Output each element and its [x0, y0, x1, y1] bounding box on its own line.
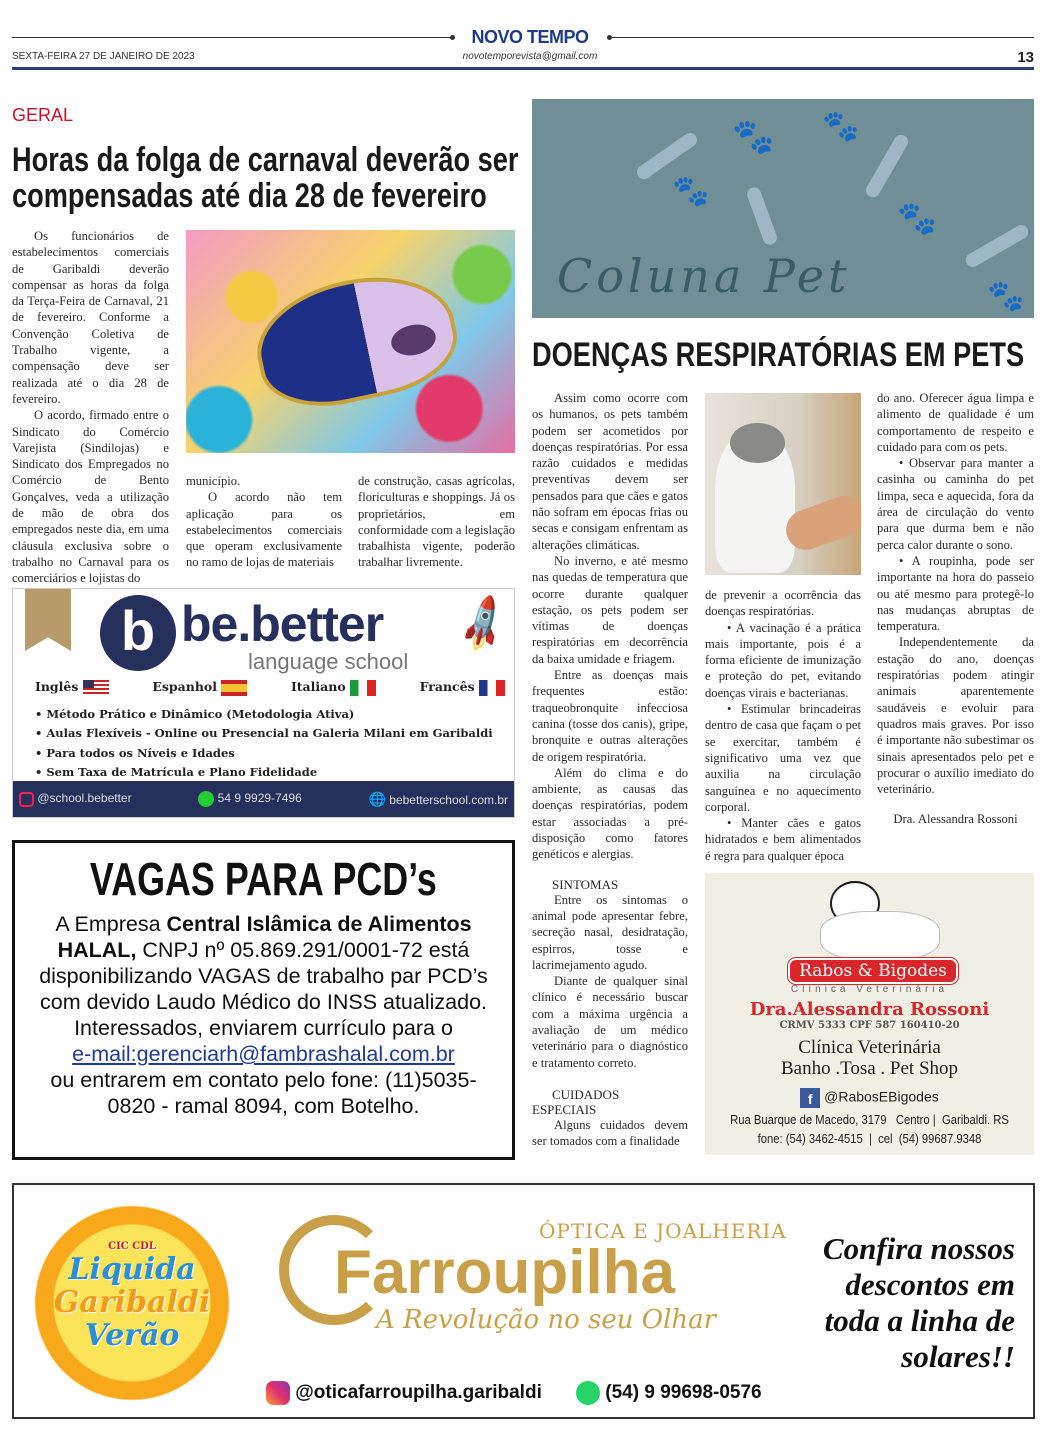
bone-icon [745, 185, 779, 246]
rabos-tag: Clínica Veterinária [790, 984, 949, 995]
language-french: Francês [420, 679, 505, 696]
paper-name: NOVO TEMPO [471, 27, 589, 47]
banner-title: Coluna Pet [557, 249, 851, 303]
job-ad-body: A Empresa Central Islâmica de Alimentos HALAL, CNPJ nº 05.869.291/0001-72 está disponibilizando VAGAS de trabalho par PCD’s com devido Laudo Médico do INSS atualizado. Interessados, enviarem currículo para o e-mail:gerenciarh@fambrashalal.com.br ou entrarem em contato pelo fone: (11)5035-0820 - ramal 8094, com Botelho. [39, 912, 488, 1118]
farroupilha-ad[interactable] [12, 1183, 1035, 1419]
liquida-garibaldi-logo: CIC CDL Liquida Garibaldi Verão [32, 1203, 232, 1403]
spain-flag-icon [221, 680, 247, 696]
rabos-brand: Rabos & Bigodes [788, 958, 958, 984]
whatsapp-link[interactable]: (54) 9 99698-0576 [576, 1381, 762, 1405]
article-headline: Horas da folga de carnaval deverão ser compensadas até dia 28 de fevereiro [12, 141, 519, 215]
whatsapp-link[interactable]: 54 9 9929-7496 [198, 791, 301, 807]
feature-item: • Sem Taxa de Matrícula e Plano Fidelidade [35, 764, 318, 779]
website-link[interactable]: 🌐 bebetterschool.com.br [368, 790, 508, 807]
article-column-1: Os funcionários de estabelecimentos comerciais de Garibaldi deverão compensar as horas da folga da Terça-Feira de Carnaval, 21 de fevereiro. Conforme a Convenção Coletiva de Trabalho vigente, a compensação deve ser realizada até o dia 28 de fevereiro. O acordo, firmado entre o Sindicato do Comércio Varejista (Sindilojas) e Sindicato dos Empregados no Comércio de Bento Gonçalves, veda a utilização de mão de obra dos empregados neste dia, em uma cláusula exclusiva sobre o trabalho no Carnaval para os comerciários e lojistas do [12, 229, 169, 586]
subhead-cuidados: CUIDADOS ESPECIAIS [532, 1086, 620, 1117]
job-ad-title: VAGAS PARA PCD’s [90, 853, 437, 905]
farroupilha-slogan: A Revolução no seu Olhar [376, 1305, 717, 1335]
cat-vet-photo [705, 393, 861, 575]
pet-headline: DOENÇAS RESPIRATÓRIAS EM PETS [532, 336, 1025, 374]
instagram-icon [266, 1381, 290, 1405]
feature-item: • Aulas Flexíveis - Online ou Presencial na Galeria Milani em Garibaldi [35, 726, 493, 741]
paw-icon: 🐾 [897, 200, 937, 236]
paw-icon: 🐾 [672, 175, 710, 208]
promo-text: Confira nossos descontos em toda a linha de solares!! [822, 1231, 1015, 1374]
ribbon-icon [25, 589, 71, 651]
address: Rua Buarque de Macedo, 3179 Centro | Garibaldi. RS [730, 1113, 1009, 1127]
rocket-icon: 🚀 [450, 592, 517, 658]
service-line: Banho .Tosa . Pet Shop [780, 1058, 959, 1079]
service-line: Clínica Veterinária [798, 1037, 941, 1058]
optica-kicker: ÓPTICA E JOALHERIA [539, 1219, 787, 1243]
facebook-link[interactable]: f @RabosEBigodes [705, 1088, 1034, 1108]
bebetter-ad[interactable] [12, 588, 515, 818]
article-column-3: de construção, casas agrícolas, floriculturas e shoppings. Já os proprietários, em conformidade com a legislação trabalhista vigente, poderão trabalhar livremente. [358, 474, 516, 570]
feature-item: • Para todos os Níveis e Idades [35, 745, 235, 760]
france-flag-icon [479, 680, 505, 696]
bone-icon [963, 222, 1031, 269]
whatsapp-icon [198, 791, 214, 807]
language-italian: Italiano [291, 679, 376, 696]
doctor-registration: CRMV 5333 CPF 587 160410-20 [779, 1020, 960, 1031]
bebetter-logo-icon: b [100, 595, 176, 671]
paper-email: novotemporevista@gmail.com [462, 51, 598, 62]
facebook-icon: f [800, 1088, 820, 1108]
bebetter-subtitle: language school [248, 649, 409, 674]
doctor-name: Dra.Alessandra Rossoni [749, 999, 990, 1020]
article-column-2: município. O acordo não tem aplicação para os estabelecimentos comerciais que operam exclusivamente no ramo de lojas de materiais [186, 474, 342, 570]
paw-icon: 🐾 [822, 110, 860, 143]
job-email-link[interactable]: e-mail:gerenciarh@fambrashalal.com.br [72, 1042, 455, 1066]
carnival-mask-photo [186, 230, 515, 453]
phones: fone: (54) 3462-4515 | cel (54) 99687.9348 [757, 1132, 982, 1146]
pet-column-3: do ano. Oferecer água limpa e alimento de qualidade é um comportamento de respeito e cuidado para com os pets. • Observar para manter a casinha ou caminha do pet limpa, seca e aquecida, fora da área de circulação do vento para que durma bem e não perca calor durante o sono. • A roupinha, pode ser importante na hora do passeio ou até mesmo para protegê-lo nas mudanças abruptas de temperatura. Independentemente da estação do ano, doenças respiratórias podem atingir animais aparentemente saudáveis e evoluir para quadros mais graves. Por isso é importante não subestimar os sinais apresentados pelo pet e procurar o auxílio imediato do veterinário. Dra. Alessandra Rossoni [877, 391, 1034, 827]
bone-icon [863, 132, 910, 200]
dog-cat-mascot-icon [800, 881, 950, 961]
author: Dra. Alessandra Rossoni [893, 812, 1018, 827]
paw-icon: 🐾 [732, 119, 775, 156]
italy-flag-icon [350, 680, 376, 696]
language-english: Inglês [35, 679, 109, 696]
job-ad-box [12, 840, 515, 1160]
language-spanish: Espanhol [152, 679, 247, 696]
pet-column-2: de prevenir a ocorrência das doenças respiratórias. • A vacinação é a prática mais importante, pois é a forma eficiente de imunização e proteção do pet, evitando doenças virais e bacterianas. • Estimular brincadeiras dentro de casa que façam o pet se exercitar, também é significativo uma vez que auxilia na circulação sanguínea e no aquecimento corporal. • Manter cães e gatos hidratados e bem alimentados é regra para qualquer época [705, 588, 861, 863]
whatsapp-icon [576, 1381, 600, 1405]
section-label: GERAL [12, 105, 74, 125]
instagram-link[interactable]: @school.bebetter [19, 791, 132, 806]
instagram-link[interactable]: @oticafarroupilha.garibaldi [266, 1381, 542, 1405]
rabos-bigodes-ad[interactable] [705, 873, 1034, 1155]
farroupilha-brand: Farroupilha [334, 1238, 676, 1307]
bebetter-brand: be.better [181, 596, 384, 652]
page-number: 13 [1017, 49, 1034, 66]
issue-date: SEXTA-FEIRA 27 DE JANEIRO DE 2023 [12, 51, 195, 62]
coluna-pet-banner [532, 99, 1034, 318]
globe-icon: 🌐 [368, 790, 386, 807]
paw-icon: 🐾 [987, 280, 1025, 313]
feature-item: • Método Prático e Dinâmico (Metodologia Ativa) [35, 707, 355, 721]
bebetter-contact-bar [13, 781, 514, 817]
instagram-icon [19, 792, 34, 807]
pet-column-1: Assim como ocorre com os humanos, os pets também podem ser acometidos por doenças respiratórias. Por essa razão cuidados e medidas preventivas devem ser pensados para que cães e gatos não sofram em épocas frias ou secas e consigam enfrentam as alterações climáticas. No inverno, e até mesmo nas quedas de temperatura que ocorre durante qualquer estação, os pets podem ser vítimas de doenças respiratórias em decorrência da baixa umidade e friagem. Entre as doenças mais frequentes estão: traqueobronquite infecciosa canina (tosse dos canis), gripe, bronquite e outras alterações de origem respiratória. Além do clima e do ambiente, as causas das doenças respiratórias, podem estar associadas a pré-disposição como fatores genéticos e alergias. SINTOMAS Entre os sintomas o animal pode apresentar febre, secreção nasal, desidratação, espirros, tosse e lacrimejamento agudo. Diante de qualquer sinal clínico é necessário buscar com a máxima urgência a avaliação de um médico veterinário para o diagnóstico e tratamento correto. CUIDADOS ESPECIAIS Alguns cuidados devem ser tomados com a finalidade [532, 391, 688, 1149]
us-flag-icon [83, 680, 109, 696]
subhead-sintomas: SINTOMAS [552, 876, 619, 892]
